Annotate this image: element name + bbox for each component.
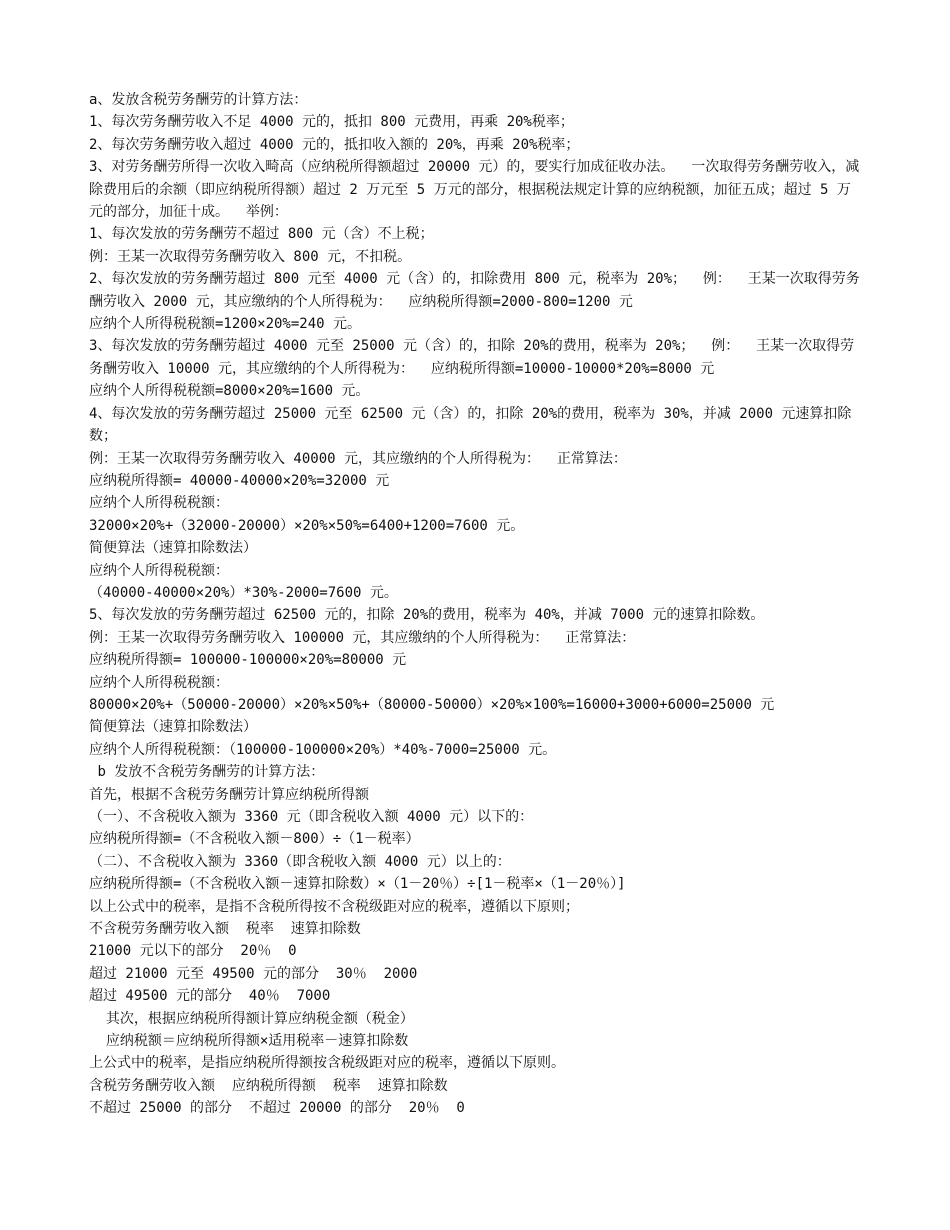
text-line: 应纳税所得额=（不含税收入额－800）÷（1－税率） [89, 831, 420, 848]
text-paragraph: 3、对劳务酬劳所得一次收入畸高（应纳税所得额超过 20000 元）的，要实行加成征收办法。 一次取得劳务酬劳收入，减除费用后的余额（即应纳税所得额）超过 2 万元至 5 万元的部分，根据税法规定计算的应纳税额，加征五成；超过 5 万元的部分，加征十成。 举例： [89, 159, 860, 221]
text-paragraph: 80000×20%+（50000-20000）×20%×50%+（80000-50000）×20%×100%=16000+3000+6000=25000 元 [89, 696, 775, 713]
text-line: 例：王某一次取得劳务酬劳收入 800 元，不扣税。 [89, 248, 412, 265]
text-line: （二）、不含税收入额为 3360（即含税收入额 4000 元）以上的： [89, 853, 511, 870]
text-line: 超过 21000 元至 49500 元的部分 30％ 2000 [89, 965, 418, 982]
text-line: （一）、不含税收入额为 3360 元（即含税收入额 4000 元）以下的： [89, 809, 534, 825]
text-paragraph: 2、每次发放的劳务酬劳超过 800 元至 4000 元（含）的，扣除费用 800 元，税率为 20%； 例： 王某一次取得劳务酬劳收入 2000 元，其应缴纳的个人所得税为： 应纳税所得额=2000-800=1200 元 [89, 271, 860, 310]
text-line: 超过 49500 元的部分 40％ 7000 [89, 988, 331, 1005]
text-line: 首先，根据不含税劳务酬劳计算应纳税所得额 [89, 786, 369, 803]
text-line: 其次，根据应纳税所得额计算应纳税金额（税金） [89, 1010, 414, 1027]
text-line: 应纳税所得额=（不含税收入额－速算扣除数）×（1－20％）÷[1－税率×（1－20％）] [89, 876, 626, 893]
text-line: 以上公式中的税率，是指不含税所得按不含税级距对应的税率，遵循以下原则； [89, 898, 579, 915]
text-line: 应纳税所得额= 100000-100000×20%=80000 元 [89, 652, 407, 669]
text-line: 1、每次发放的劳务酬劳不超过 800 元（含）不上税； [89, 226, 434, 243]
text-line: 简便算法（速算扣除数法） [89, 719, 257, 736]
text-line: 21000 元以下的部分 20％ 0 [89, 943, 297, 960]
text-line: a、发放含税劳务酬劳的计算方法： [89, 92, 308, 108]
text-paragraph: 3、每次发放的劳务酬劳超过 4000 元至 25000 元（含）的，扣除 20%的费用，税率为 20%； 例： 王某一次取得劳务酬劳收入 10000 元，其应缴纳的个人所得税为： 应纳税所得额=10000-10000*20%=8000 元 [89, 338, 855, 377]
text-line: 应纳个人所得税税额=8000×20%=1600 元。 [89, 383, 370, 400]
text-line: 应纳个人所得税税额：（100000-100000×20%）*40%-7000=25000 元。 [89, 741, 557, 758]
text-line: 应纳个人所得税税额： [89, 562, 229, 579]
text-line: （40000-40000×20%）*30%-2000=7600 元。 [89, 584, 398, 601]
text-paragraph: 4、每次发放的劳务酬劳超过 25000 元至 62500 元（含）的，扣除 20%的费用，税率为 30%，并减 2000 元速算扣除数； [89, 405, 852, 445]
text-line: 32000×20%+（32000-20000）×20%×50%=6400+1200=7600 元。 [89, 517, 525, 534]
text-line: 2、每次劳务酬劳收入超过 4000 元的，抵扣收入额的 20%，再乘 20%税率； [89, 136, 580, 153]
text-line: b 发放不含税劳务酬劳的计算方法： [89, 764, 325, 781]
text-line: 例：王某一次取得劳务酬劳收入 40000 元，其应缴纳的个人所得税为： 正常算法： [89, 450, 627, 467]
text-line: 含税劳务酬劳收入额 应纳税所得额 税率 速算扣除数 [89, 1077, 448, 1094]
text-line: 应纳个人所得税税额： [89, 495, 229, 512]
text-line: 1、每次劳务酬劳收入不足 4000 元的，抵扣 800 元费用，再乘 20%税率； [89, 114, 574, 131]
text-line: 上公式中的税率，是指应纳税所得额按含税级距对应的税率，遵循以下原则。 [89, 1055, 565, 1072]
text-line: 不含税劳务酬劳收入额 税率 速算扣除数 [89, 921, 361, 938]
text-line: 应纳个人所得税税额=1200×20%=240 元。 [89, 316, 362, 333]
text-line: 不超过 25000 的部分 不超过 20000 的部分 20％ 0 [89, 1100, 465, 1117]
document-body [89, 89, 864, 1120]
text-line: 例：王某一次取得劳务酬劳收入 100000 元，其应缴纳的个人所得税为： 正常算法： [89, 629, 636, 646]
text-line: 5、每次发放的劳务酬劳超过 62500 元的，扣除 20%的费用，税率为 40%，并减 7000 元的速算扣除数。 [89, 607, 765, 624]
text-line: 应纳税额＝应纳税所得额×适用税率－速算扣除数 [89, 1033, 409, 1050]
text-line: 应纳税所得额= 40000-40000×20%=32000 元 [89, 472, 390, 489]
text-line: 应纳个人所得税税额： [89, 674, 229, 691]
text-line: 简便算法（速算扣除数法） [89, 540, 257, 557]
